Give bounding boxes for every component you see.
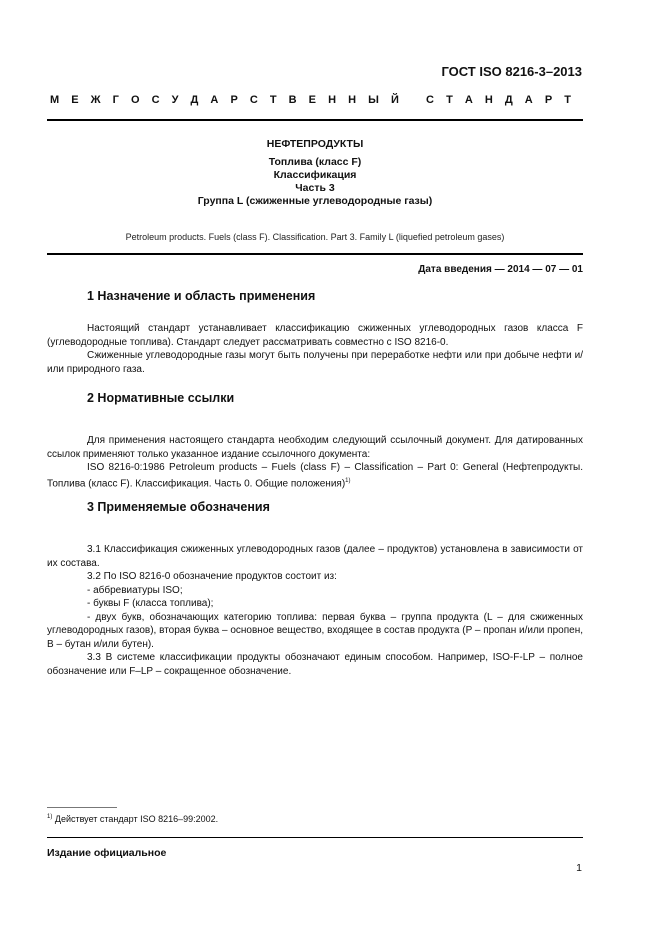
banner-letter: М xyxy=(50,94,60,106)
banner-letter: Н xyxy=(484,94,493,106)
footer-rule xyxy=(47,837,583,838)
page-number: 1 xyxy=(576,862,582,874)
banner-letter: Д xyxy=(504,94,513,106)
interstate-standard-banner xyxy=(50,94,571,106)
section-3-paragraph: 3.2 По ISO 8216-0 обозначение продуктов состоит из: xyxy=(87,571,337,582)
banner-letter: С xyxy=(249,94,258,106)
banner-letter: А xyxy=(210,94,219,106)
title-line-1: Топлива (класс F) xyxy=(268,156,362,168)
banner-letter: Е xyxy=(71,94,79,106)
section-2-heading: 2 Нормативные ссылки xyxy=(87,391,235,405)
edition-label: Издание официальное xyxy=(47,847,167,859)
header-rule xyxy=(47,119,583,121)
banner-letter: С xyxy=(426,94,434,106)
section-2-paragraph: Для применения настоящего стандарта необходим следующий ссылочный документ. Для датированных ссылок применяют только указанное издание ссылочного документа: xyxy=(47,435,583,460)
section-2-reference xyxy=(47,461,583,490)
banner-letter: А xyxy=(464,94,473,106)
banner-letter: Т xyxy=(269,94,277,106)
footnote xyxy=(47,814,218,824)
banner-letter: Ж xyxy=(90,94,101,106)
banner-letter: Г xyxy=(112,94,119,106)
title-line-3: Часть 3 xyxy=(295,182,335,194)
banner-letter: Р xyxy=(230,94,238,106)
banner-letter: Н xyxy=(328,94,337,106)
footnote-reference: 1) xyxy=(345,477,351,484)
banner-letter xyxy=(411,94,414,106)
document-code: ГОСТ ISO 8216-3–2013 xyxy=(441,64,582,79)
section-3-paragraph: 3.3 В системе классификации продукты обозначают единым способом. Например, ISO-F-LP – полное обозначение или F–LP – сокращенное обозначение. xyxy=(47,652,583,677)
banner-letter: Р xyxy=(544,94,553,106)
section-3-heading: 3 Применяемые обозначения xyxy=(87,500,270,514)
banner-letter: Ы xyxy=(368,94,379,106)
banner-letter: Е xyxy=(308,94,317,106)
reference-text: ISO 8216-0:1986 Petroleum products – Fuels (class F) – Classification – Part 0: General (Нефтепродукты. Топлива (класс F). Классификация. Часть 0. Общие положения) xyxy=(47,462,583,489)
banner-letter: С xyxy=(151,94,160,106)
list-item: - буквы F (класса топлива); xyxy=(87,598,214,609)
banner-letter: Т xyxy=(564,94,571,106)
section-1-heading: 1 Назначение и область применения xyxy=(87,289,316,303)
section-3-body xyxy=(47,543,583,678)
title-main: НЕФТЕПРОДУКТЫ xyxy=(266,138,364,150)
banner-letter: Т xyxy=(446,94,453,106)
footnote-text: Действует стандарт ISO 8216–99:2002. xyxy=(52,814,219,824)
section-1-paragraph: Настоящий стандарт устанавливает классификацию сжиженных углеводородных газов класса F (углеводородные топлива). Стандарт следует рассматривать совместно с ISO 8216-0. xyxy=(47,323,583,348)
banner-letter: А xyxy=(524,94,533,106)
title-rule xyxy=(47,253,583,255)
list-item: - аббревиатуры ISO; xyxy=(87,584,183,596)
title-line-2: Классификация xyxy=(273,169,357,181)
banner-letter: Й xyxy=(390,94,399,106)
title-line-4: Группа L (сжиженные углеводородные газы) xyxy=(197,195,433,207)
list-item: - двух букв, обозначающих категорию топлива: первая буква – группа продукта (L – для сжиженных углеводородных газов), вторая буква – основное вещество, входящее в состав продукта (P – пропан и/или пропен, B – бутан и/или бутен). xyxy=(47,611,583,650)
banner-letter: В xyxy=(288,94,297,106)
banner-letter: У xyxy=(171,94,179,106)
section-1-paragraph: Сжиженные углеводородные газы могут быть получены при переработке нефти или при добыче нефти и/или природного газа. xyxy=(47,350,583,375)
footnote-rule xyxy=(47,807,117,808)
introduction-date: Дата введения — 2014 — 07 — 01 xyxy=(418,264,583,275)
section-1-body xyxy=(47,322,583,376)
banner-letter: Д xyxy=(190,94,199,106)
banner-letter: О xyxy=(130,94,140,106)
footnote-marker: 1) xyxy=(47,814,53,820)
title-english: Petroleum products. Fuels (class F). Classification. Part 3. Family L (liquefied petroleum gases) xyxy=(125,232,505,242)
banner-letter: Н xyxy=(348,94,357,106)
section-3-paragraph: 3.1 Классификация сжиженных углеводородных газов (далее – продуктов) установлена в зависимости от их состава. xyxy=(47,544,583,569)
section-2-body xyxy=(47,434,583,490)
